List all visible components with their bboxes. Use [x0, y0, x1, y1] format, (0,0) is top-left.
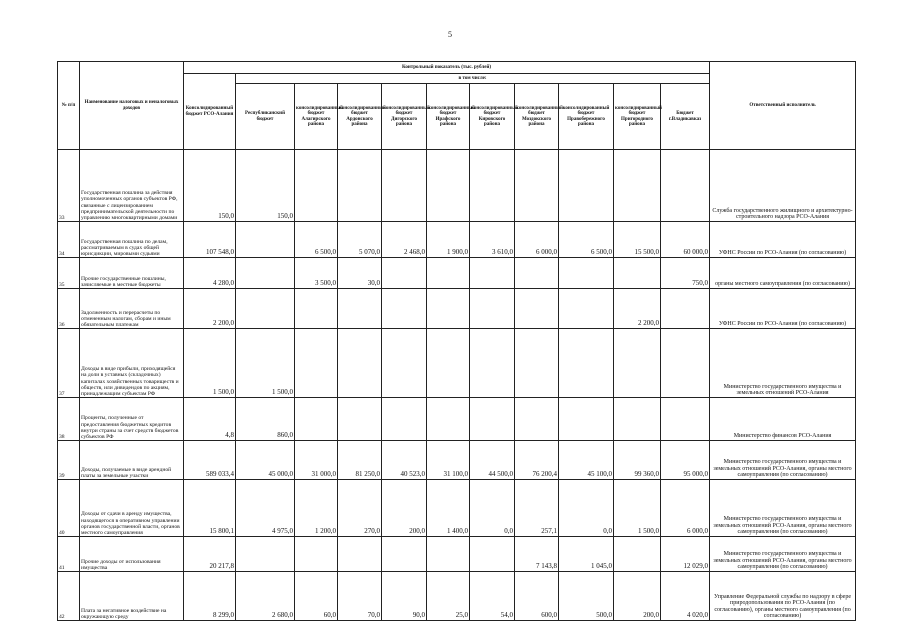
table-row: [58, 222, 856, 258]
value-cell: [295, 329, 338, 398]
value-cell: [614, 329, 661, 398]
row-number: 40: [58, 480, 80, 537]
row-name: Задолженность и перерасчеты по отмененным налогам, сборам и иным обязательным платежам: [80, 289, 184, 329]
page-number: 5: [448, 30, 452, 39]
value-cell: [338, 150, 382, 222]
value-cell: 44 500,0: [470, 441, 515, 480]
value-cell: 1 200,0: [295, 480, 338, 537]
value-cell: 0,0: [470, 480, 515, 537]
value-cell: 200,0: [614, 572, 661, 621]
value-cell: 5 070,0: [338, 222, 382, 258]
value-cell: 81 250,0: [338, 441, 382, 480]
value-cell: [427, 289, 470, 329]
value-cell: [382, 398, 427, 441]
table-row: [58, 441, 856, 480]
value-cell: [515, 150, 559, 222]
value-cell: 150,0: [236, 150, 295, 222]
value-cell: 1 400,0: [427, 480, 470, 537]
value-cell: 31 100,0: [427, 441, 470, 480]
header-executor: Ответственный исполнитель: [710, 62, 856, 150]
header-col-alagir: консолидированный бюджет Алагирского района: [295, 84, 338, 150]
row-name: Прочие государственные пошлины, зачисляемые в местные бюджеты: [80, 258, 184, 289]
value-cell: [382, 289, 427, 329]
value-cell: [427, 150, 470, 222]
value-cell: [470, 398, 515, 441]
row-name: Доходы от сдачи в аренду имущества, находящегося в оперативном управлении органов государственной власти, органов местного самоуправления: [80, 480, 184, 537]
value-cell: [559, 329, 614, 398]
value-cell: 270,0: [338, 480, 382, 537]
value-cell: [559, 398, 614, 441]
table-row: [58, 150, 856, 222]
value-cell: [661, 329, 710, 398]
value-cell: 0,0: [559, 480, 614, 537]
value-cell: 7 143,8: [515, 537, 559, 572]
row-executor: Управление Федеральной службы по надзору в сфере природопользования по РСО-Алания (по согласованию), органы местного самоуправления (по согласованию): [710, 572, 856, 621]
row-executor: Министерство государственного имущества и земельных отношений РСО-Алания, органы местного самоуправления (по согласованию): [710, 441, 856, 480]
value-cell: [236, 289, 295, 329]
row-number: 34: [58, 222, 80, 258]
value-cell: [515, 258, 559, 289]
value-cell: [338, 537, 382, 572]
row-name: Прочие доходы от использования имущества: [80, 537, 184, 572]
value-cell: 2 468,0: [382, 222, 427, 258]
value-cell: [236, 222, 295, 258]
value-cell: 600,0: [515, 572, 559, 621]
row-executor: Министерство государственного имущества и земельных отношений РСО-Алания: [710, 329, 856, 398]
value-cell: [559, 289, 614, 329]
value-cell: 12 029,0: [661, 537, 710, 572]
value-cell: 99 360,0: [614, 441, 661, 480]
header-col-pravoberezhny: консолидированный бюджет Правобережного района: [559, 84, 614, 150]
value-cell: [515, 289, 559, 329]
value-cell: 6 500,0: [559, 222, 614, 258]
table-row: [58, 398, 856, 441]
header-col-kirov: консолидированный бюджет Кировского района: [470, 84, 515, 150]
value-cell: 25,0: [427, 572, 470, 621]
value-cell: 4 020,0: [661, 572, 710, 621]
value-cell: 257,1: [515, 480, 559, 537]
value-cell: [338, 329, 382, 398]
value-cell: 1 900,0: [427, 222, 470, 258]
value-cell: 1 500,0: [184, 329, 236, 398]
table-row: [58, 537, 856, 572]
row-number: 38: [58, 398, 80, 441]
value-cell: [382, 150, 427, 222]
value-cell: [661, 150, 710, 222]
value-cell: 70,0: [338, 572, 382, 621]
row-number: 33: [58, 150, 80, 222]
header-including: в том числе:: [236, 74, 710, 84]
value-cell: 2 680,0: [236, 572, 295, 621]
value-cell: [559, 150, 614, 222]
value-cell: 4 280,0: [184, 258, 236, 289]
row-number: 37: [58, 329, 80, 398]
header-col-ardon: консолидированный бюджет Ардонского района: [338, 84, 382, 150]
value-cell: 2 200,0: [184, 289, 236, 329]
budget-table: [57, 61, 856, 621]
value-cell: [661, 398, 710, 441]
value-cell: 45 100,0: [559, 441, 614, 480]
value-cell: 860,0: [236, 398, 295, 441]
value-cell: 60 000,0: [661, 222, 710, 258]
value-cell: [338, 398, 382, 441]
value-cell: [515, 329, 559, 398]
value-cell: [338, 289, 382, 329]
row-number: 39: [58, 441, 80, 480]
value-cell: 1 500,0: [614, 480, 661, 537]
row-number: 36: [58, 289, 80, 329]
value-cell: [661, 289, 710, 329]
value-cell: [470, 329, 515, 398]
row-executor: Министерство финансов РСО-Алания: [710, 398, 856, 441]
value-cell: [427, 258, 470, 289]
value-cell: 6 000,0: [661, 480, 710, 537]
value-cell: 200,0: [382, 480, 427, 537]
value-cell: 8 299,0: [184, 572, 236, 621]
header-col-vladikavkaz: Бюджет г.Владикавказ: [661, 84, 710, 150]
row-executor: УФНС России по РСО-Алания (по согласованию): [710, 222, 856, 258]
value-cell: 76 200,4: [515, 441, 559, 480]
value-cell: [236, 537, 295, 572]
value-cell: [470, 258, 515, 289]
value-cell: 15 800,1: [184, 480, 236, 537]
value-cell: [382, 329, 427, 398]
table-row: [58, 480, 856, 537]
row-number: 41: [58, 537, 80, 572]
value-cell: [614, 537, 661, 572]
value-cell: [470, 289, 515, 329]
value-cell: 6 500,0: [295, 222, 338, 258]
header-col-consolidated: Консолидированный бюджет РСО-Алания: [184, 74, 236, 150]
row-number: 42: [58, 572, 80, 621]
value-cell: [295, 398, 338, 441]
row-executor: Министерство государственного имущества и земельных отношений РСО-Алания, органы местного самоуправления (по согласованию): [710, 480, 856, 537]
value-cell: [236, 258, 295, 289]
value-cell: [295, 289, 338, 329]
value-cell: 90,0: [382, 572, 427, 621]
value-cell: [295, 150, 338, 222]
value-cell: 3 610,0: [470, 222, 515, 258]
value-cell: 60,0: [295, 572, 338, 621]
value-cell: 54,0: [470, 572, 515, 621]
value-cell: [559, 258, 614, 289]
row-name: Доходы в виде прибыли, приходящейся на доли в уставных (складочных) капиталах хозяйственных товариществ и обществ, или дивидендов по акциям, принадлежащим субъектам РФ: [80, 329, 184, 398]
value-cell: 1 045,0: [559, 537, 614, 572]
table-row: [58, 329, 856, 398]
header-col-mozdok: консолидированный бюджет Моздокского района: [515, 84, 559, 150]
row-number: 35: [58, 258, 80, 289]
row-name: Проценты, полученные от предоставления бюджетных кредитов внутри страны за счет средств бюджетов субъектов РФ: [80, 398, 184, 441]
row-name: Плата за негативное воздействие на окружающую среду: [80, 572, 184, 621]
value-cell: [382, 258, 427, 289]
value-cell: [427, 537, 470, 572]
value-cell: 4 975,0: [236, 480, 295, 537]
value-cell: 40 523,0: [382, 441, 427, 480]
row-executor: Служба государственного жилищного и архитектурно-строительного надзора РСО-Алания: [710, 150, 856, 222]
value-cell: [515, 398, 559, 441]
value-cell: 589 033,4: [184, 441, 236, 480]
row-name: Доходы, получаемые в виде арендной платы за земельные участки: [80, 441, 184, 480]
row-name: Государственная пошлина по делам, рассматриваемым в судах общей юрисдикции, мировыми судьями: [80, 222, 184, 258]
value-cell: [427, 329, 470, 398]
value-cell: 1 500,0: [236, 329, 295, 398]
header-control: Контрольный показатель (тыс. рублей): [184, 62, 710, 74]
value-cell: 2 200,0: [614, 289, 661, 329]
value-cell: 20 217,8: [184, 537, 236, 572]
value-cell: 750,0: [661, 258, 710, 289]
value-cell: 31 000,0: [295, 441, 338, 480]
value-cell: [427, 398, 470, 441]
value-cell: [295, 537, 338, 572]
value-cell: 15 500,0: [614, 222, 661, 258]
row-executor: УФНС России по РСО-Алания (по согласованию): [710, 289, 856, 329]
header-col-digora: консолидированный бюджет Дигорского района: [382, 84, 427, 150]
table-row: [58, 572, 856, 621]
value-cell: 6 000,0: [515, 222, 559, 258]
value-cell: [614, 258, 661, 289]
row-name: Государственная пошлина за действия уполномоченных органов субъектов РФ, связанные с лицензированием предпринимательской деятельности по управлению многоквартирными домами: [80, 150, 184, 222]
value-cell: 45 000,0: [236, 441, 295, 480]
row-executor: органы местного самоуправления (по согласованию): [710, 258, 856, 289]
value-cell: 3 500,0: [295, 258, 338, 289]
value-cell: 107 548,0: [184, 222, 236, 258]
header-name: Наименование налоговых и неналоговых доходов: [80, 62, 184, 150]
header-col-prigorodny: консолидированный бюджет Пригородного района: [614, 84, 661, 150]
row-executor: Министерство государственного имущества и земельных отношений РСО-Алания, органы местного самоуправления (по согласованию): [710, 537, 856, 572]
value-cell: 30,0: [338, 258, 382, 289]
value-cell: 500,0: [559, 572, 614, 621]
value-cell: [614, 150, 661, 222]
value-cell: [470, 150, 515, 222]
value-cell: [382, 537, 427, 572]
value-cell: 95 000,0: [661, 441, 710, 480]
value-cell: 150,0: [184, 150, 236, 222]
header-col-iraf: консолидированный бюджет Ирафского района: [427, 84, 470, 150]
table-row: [58, 258, 856, 289]
value-cell: [470, 537, 515, 572]
value-cell: [614, 398, 661, 441]
value-cell: 4,8: [184, 398, 236, 441]
table-row: [58, 289, 856, 329]
header-col-republic: Республиканский бюджет: [236, 84, 295, 150]
header-num: № п/п: [58, 62, 80, 150]
